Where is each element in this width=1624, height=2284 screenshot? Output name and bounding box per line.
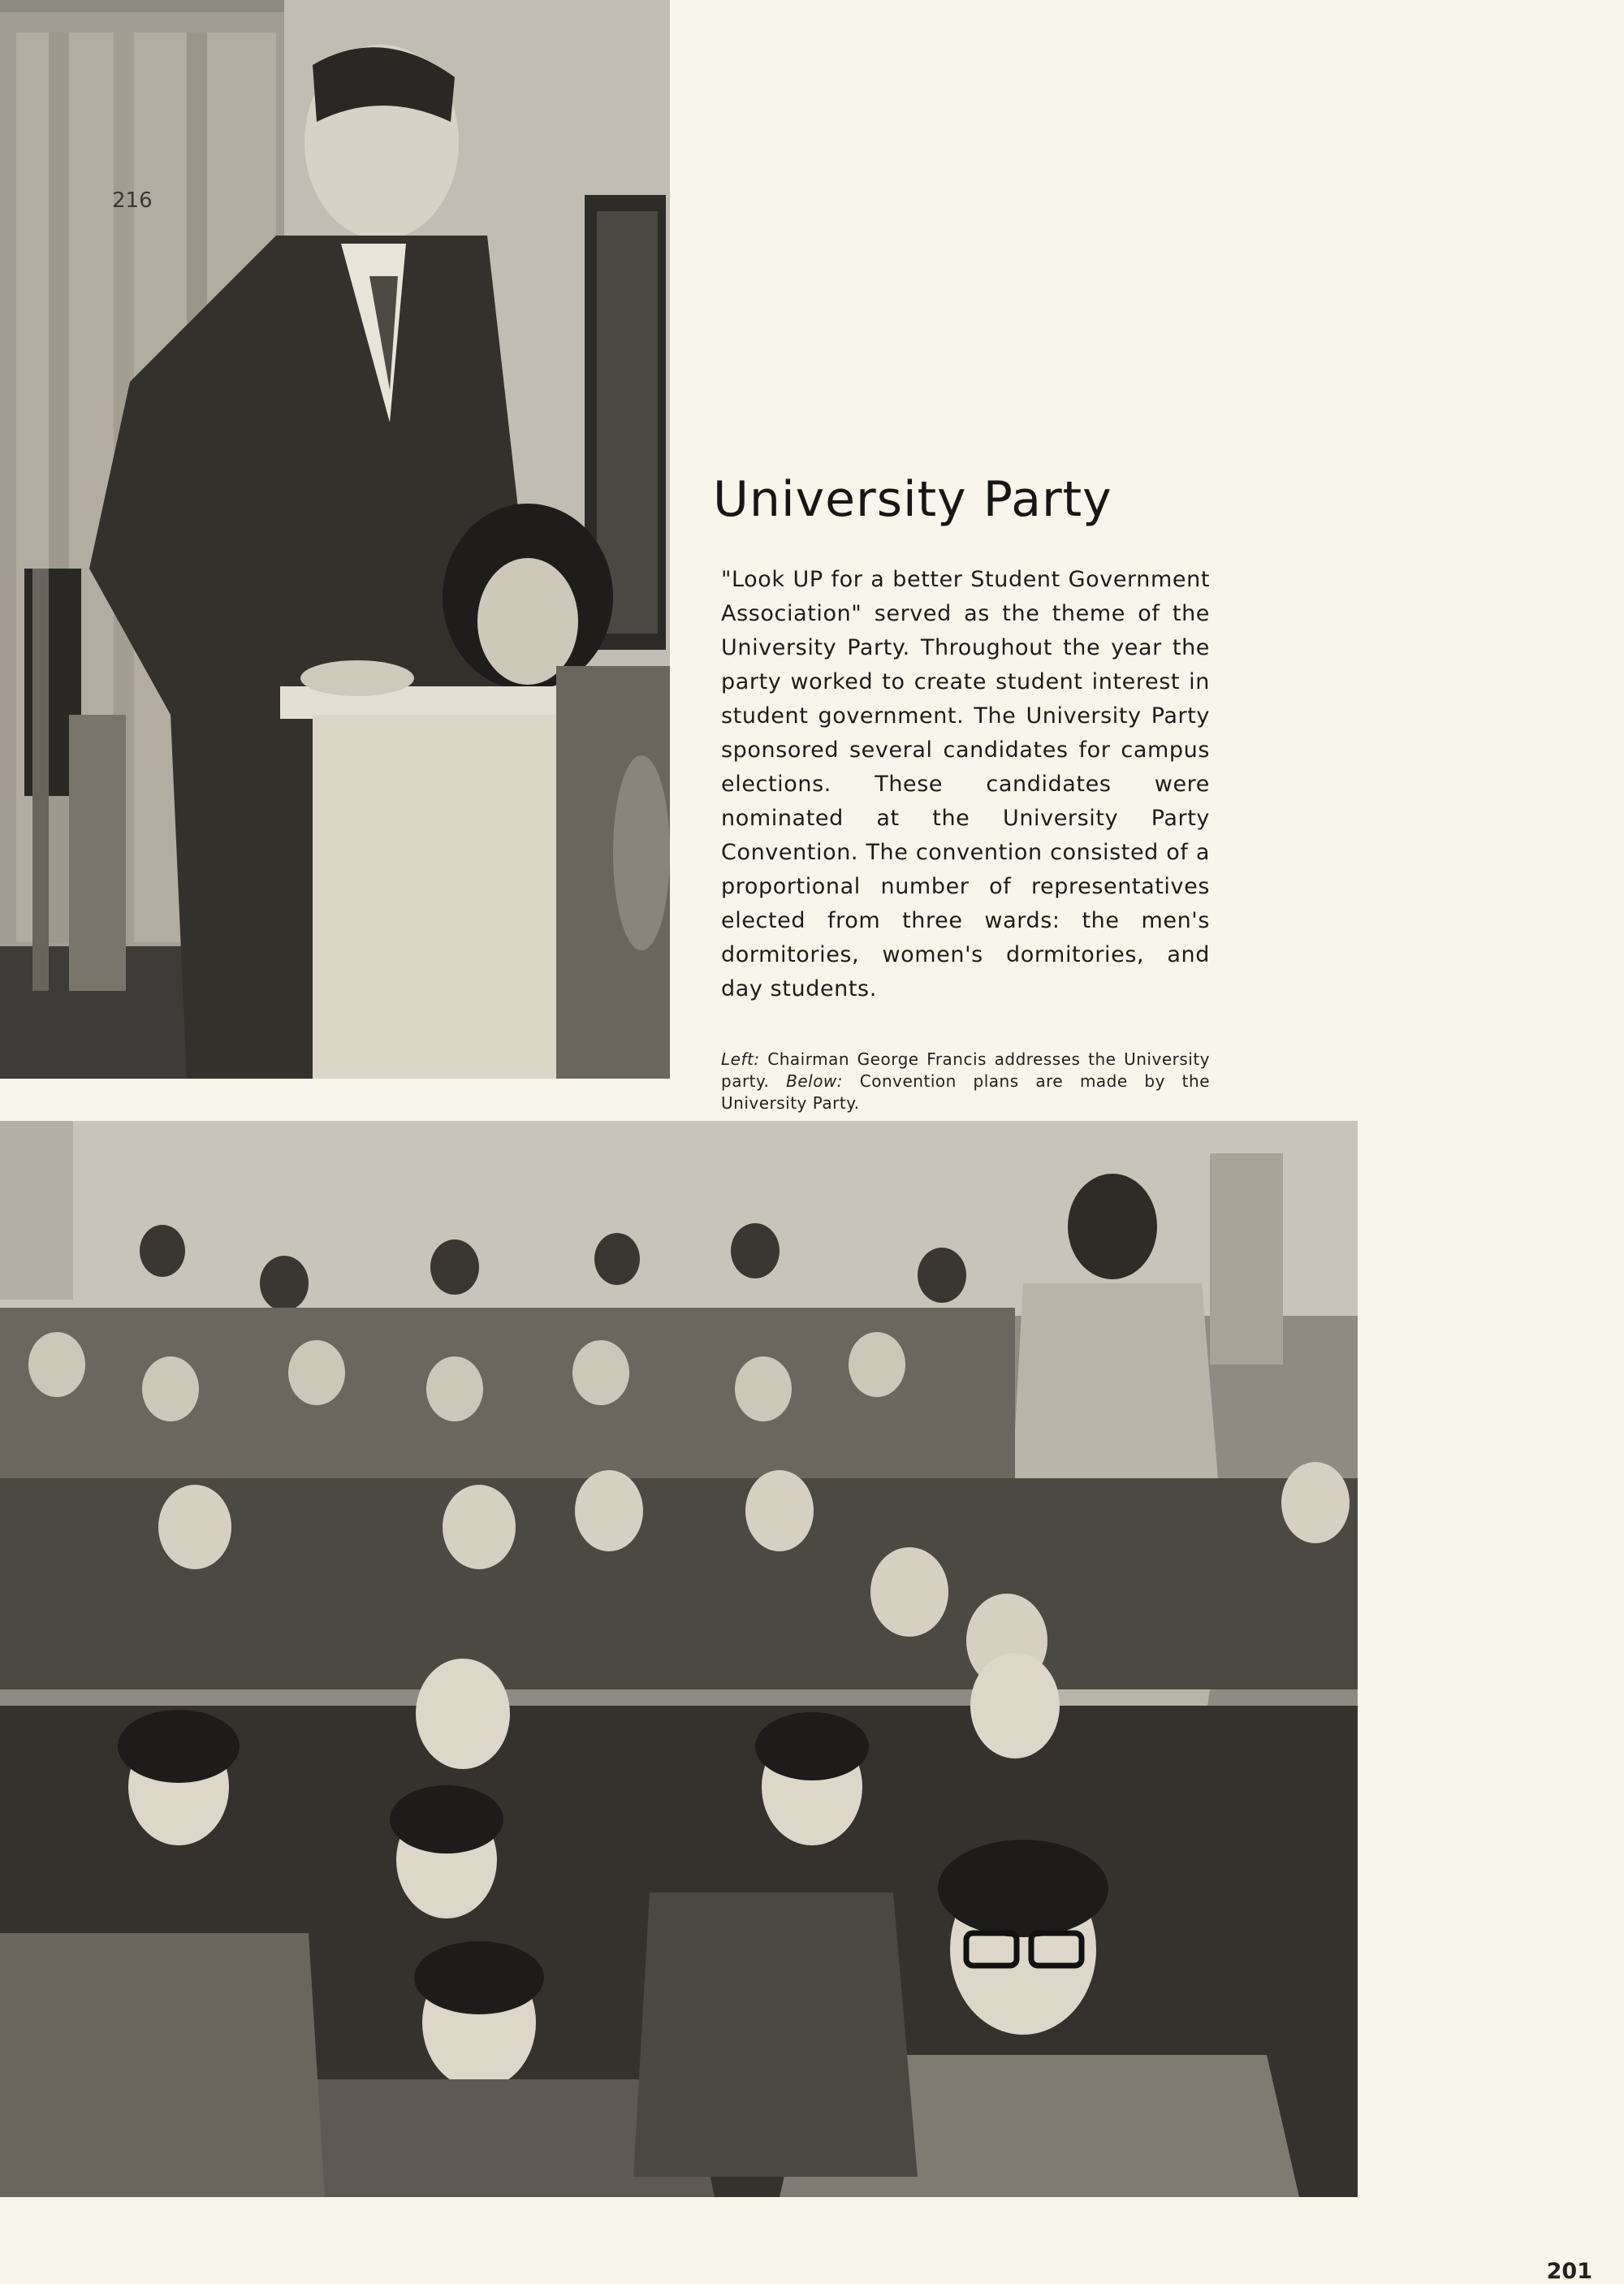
- page-number: 201: [1546, 2259, 1592, 2284]
- article-body: "Look UP for a better Student Government Association" served as the theme of the University Party. Throughout the year the party worked to create student interest in student government. The University Party sponsored several candidates for campus elections. These candidates were nominated at the University Party Convention. The convention consisted of a proportional number of representatives elected from three wards: the men's dormitories, women's dormitories, and day students.: [721, 567, 1210, 1001]
- photo-caption: [721, 1049, 1210, 1114]
- audience-photo-illustration: [0, 1121, 1358, 2197]
- article-title: University Party: [713, 471, 1112, 528]
- caption-below-label: Below:: [786, 1071, 844, 1091]
- speaker-photo: [0, 0, 670, 1079]
- convention-audience-photo: [0, 1121, 1358, 2197]
- door-number: 216: [112, 188, 153, 213]
- speaker-photo-illustration: [0, 0, 670, 1079]
- caption-below-text: Convention plans are made by the University Party.: [721, 1071, 1211, 1113]
- caption-left-text: Chairman George Francis addresses the University party.: [721, 1049, 1211, 1091]
- caption-left-label: Left:: [721, 1049, 760, 1069]
